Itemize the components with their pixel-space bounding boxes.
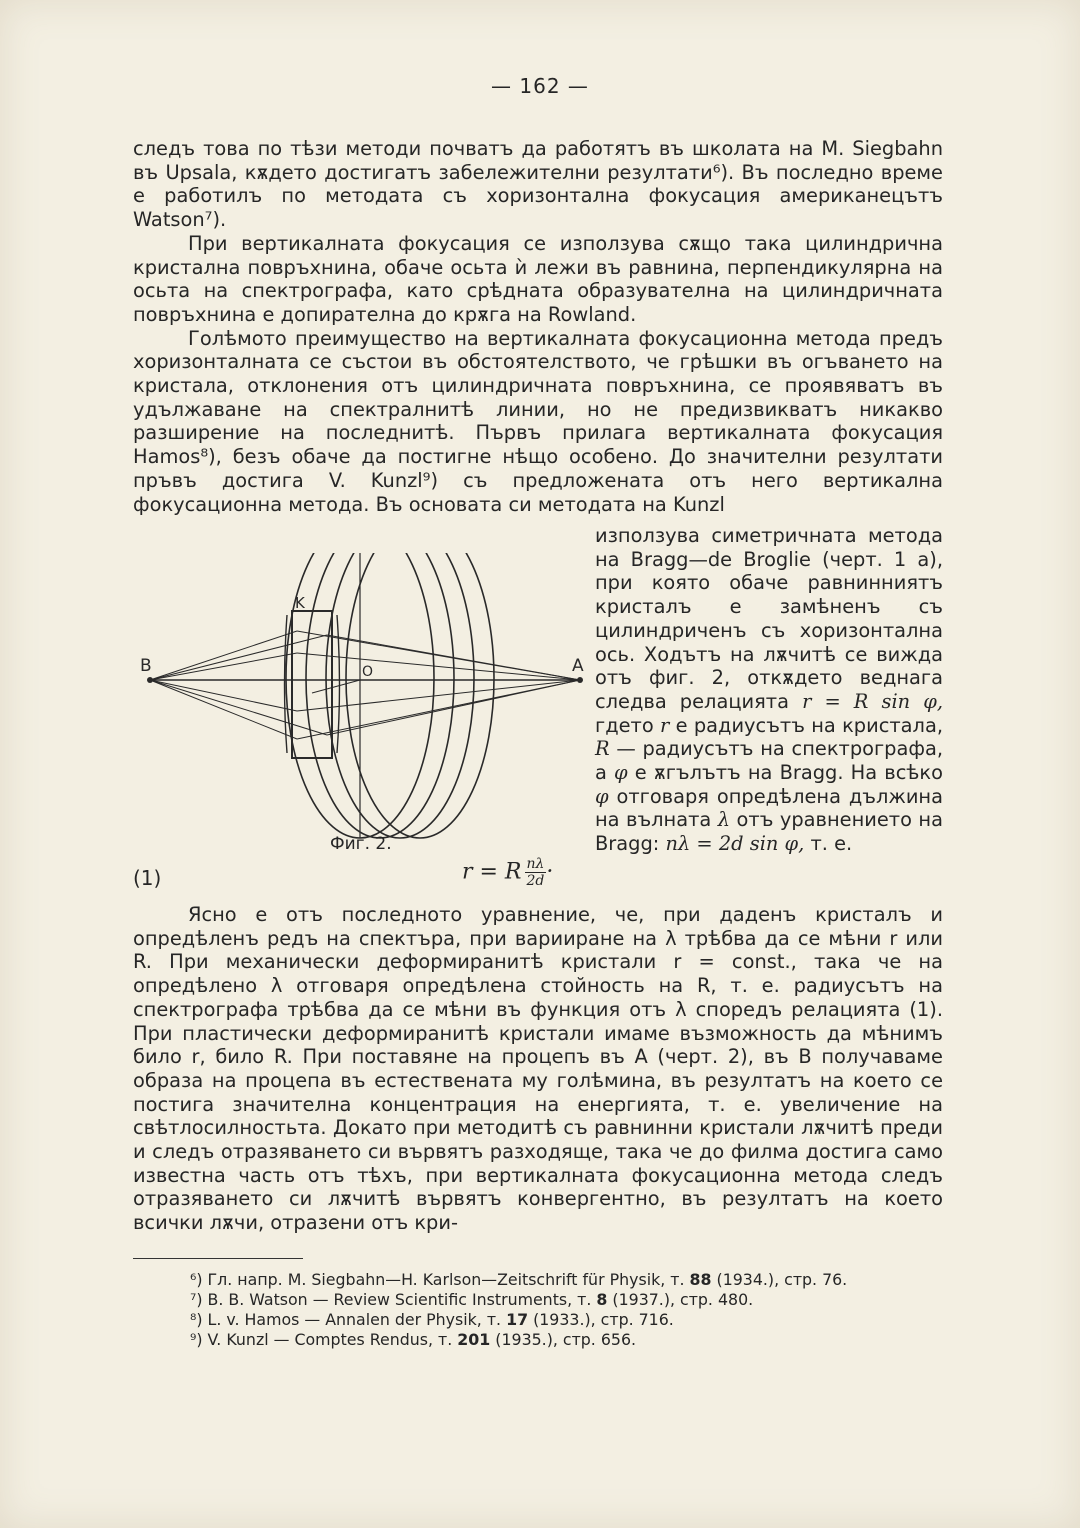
spectrograph-ellipse-4 [346, 553, 494, 838]
relation-r-R-sin-phi: r = R sin φ, [802, 689, 943, 713]
footnote-8: ⁸) L. v. Hamos — Annalen der Physik, т. 17 (1933.), стр. 716. [190, 1310, 674, 1329]
fraction-denominator: 2d [526, 873, 545, 889]
text-column-right [595, 524, 943, 856]
figure-label-O: O [362, 664, 374, 680]
text-block-bottom [133, 903, 943, 1235]
spectrograph-ellipse-3 [326, 553, 474, 838]
col-text-h: т. е. [804, 832, 853, 856]
ray-B-6 [150, 680, 327, 735]
point-A [577, 677, 583, 683]
equation-lhs: r = R [462, 859, 522, 885]
footnote-rule [133, 1258, 303, 1259]
col-text-b: гдето [595, 713, 661, 737]
col-text-e: е ѫгълътъ на Bragg. На всѣко [627, 761, 943, 785]
figure-label-K: K [295, 594, 305, 612]
radius-line [312, 680, 360, 693]
col-text-f: отговаря опредѣлена дължина на вълната [595, 784, 943, 832]
col-text-g: отъ уравнението на Bragg: [595, 808, 943, 856]
equation-end: · [546, 859, 554, 885]
ray-B-3 [150, 680, 297, 711]
point-B [147, 677, 153, 683]
symbol-phi: φ [614, 761, 628, 785]
symbol-lambda: λ [717, 808, 731, 832]
symbol-R: R [595, 737, 610, 761]
col-text-c: е радиусътъ на кристала, [669, 713, 943, 737]
page-number: — 162 — [491, 74, 589, 98]
figure-label-B: B [140, 656, 152, 676]
footnote-7: ⁷) B. B. Watson — Review Scientific Instruments, т. 8 (1937.), стр. 480. [190, 1290, 754, 1309]
equation-1 [462, 856, 553, 902]
footnotes [190, 1270, 950, 1350]
ray-B-1 [150, 631, 297, 680]
paragraph-4: Ясно е отъ последното уравнение, че, при даденъ кристалъ и опредѣленъ редъ на спектъра, при варииране на λ трѣбва да се мѣни r или R. При механически деформиранитѣ кристали r = const., така че на опредѣлено λ отговаря опредѣлена стойность на R, т. е. радиусътъ на спектрографа трѣбва да се мѣни въ функция отъ λ споредъ релацията (1). При пластически деформиранитѣ кристали имаме възможность да мѣнимъ било r, било R. При поставяне на процепъ въ A (черт. 2), въ B получаваме образа на процепа въ естествената му голѣмина, въ резултатъ на което се постига значителна концентрация на енергията, т. е. увеличение на свѣтлосилностьта. Докато при методитѣ съ равнинни кристали лѫчитѣ преди и следъ отразяването си вървятъ разходяще, така че до филма достига само известна часть отъ тѣхъ, при вертикалната фокусационна метода следъ отразяването си лѫчитѣ вървятъ конвергентно, въ резултатъ на което всички лѫчи, отразени отъ кри- [133, 903, 943, 1235]
bragg-equation: nλ = 2d sin φ, [665, 832, 805, 856]
col-text-d: — радиусътъ на спектрографа, а [595, 737, 943, 785]
figure-2-diagram [132, 553, 592, 863]
paragraph-2: При вертикалната фокусация се използува сѫщо така цилиндрична кристална повръхнина, обаче осьта ѝ лежи въ равнина, перпендикулярна на осьта на спектрографа, като срѣдната образувателна на цилиндричната повръхнина е допирателна до крѫга на Rowland. [133, 231, 943, 326]
fraction-numerator: nλ [526, 856, 545, 872]
symbol-phi-2: φ [595, 784, 609, 808]
text-block-top [133, 137, 943, 516]
equation-number: (1) [133, 866, 162, 890]
paragraph-1: следъ това по тѣзи методи почватъ да работятъ въ школата на М. Siegbahn въ Upsala, кѫдето достигатъ забележителни резултати⁶). Въ последно време е работилъ по методата съ хоризонтална фокусация американецътъ Watson⁷). [133, 137, 943, 232]
ray-B-5 [150, 635, 327, 680]
figure-label-A: A [572, 656, 584, 676]
footnote-6: ⁶) Гл. напр. M. Siegbahn—H. Karlson—Zeitschrift für Physik, т. 88 (1934.), стр. 76. [190, 1270, 848, 1289]
footnote-9: ⁹) V. Kunzl — Comptes Rendus, т. 201 (1935.), стр. 656. [190, 1330, 637, 1349]
spectrograph-ellipse-2 [306, 553, 454, 838]
ray-B-4 [150, 680, 297, 739]
paragraph-3: Голѣмото преимущество на вертикалната фокусационна метода предъ хоризонталната се състои въ обстоятелството, че грѣшки въ огъването на кристала, отклонения отъ цилиндричната повръхнина, се проявяватъ въ удължаване на спектралнитѣ линии, но не предизвикватъ никакво разширение на последнитѣ. Първъ прилага вертикалната фокусация Hamos⁸), безъ обаче да постигне нѣщо особено. До значителни резултати пръвъ достига V. Kunzl⁹) съ предложената отъ него вертикална фокусационна метода. Въ основата си методата на Kunzl [133, 326, 943, 516]
equation-fraction [525, 856, 547, 889]
figure-caption: Фиг. 2. [330, 834, 392, 854]
symbol-r: r [660, 713, 670, 737]
col-text-a: използува симетричната метода на Bragg—de Broglie (черт. 1 а), при която обаче равнинниятъ кристалъ е замѣненъ съ цилиндриченъ съ хоризонтална ось. Ходътъ на лѫчитѣ се вижда отъ фиг. 2, откѫдето веднага следва релацията [595, 524, 943, 713]
ray-B-2 [150, 653, 297, 680]
